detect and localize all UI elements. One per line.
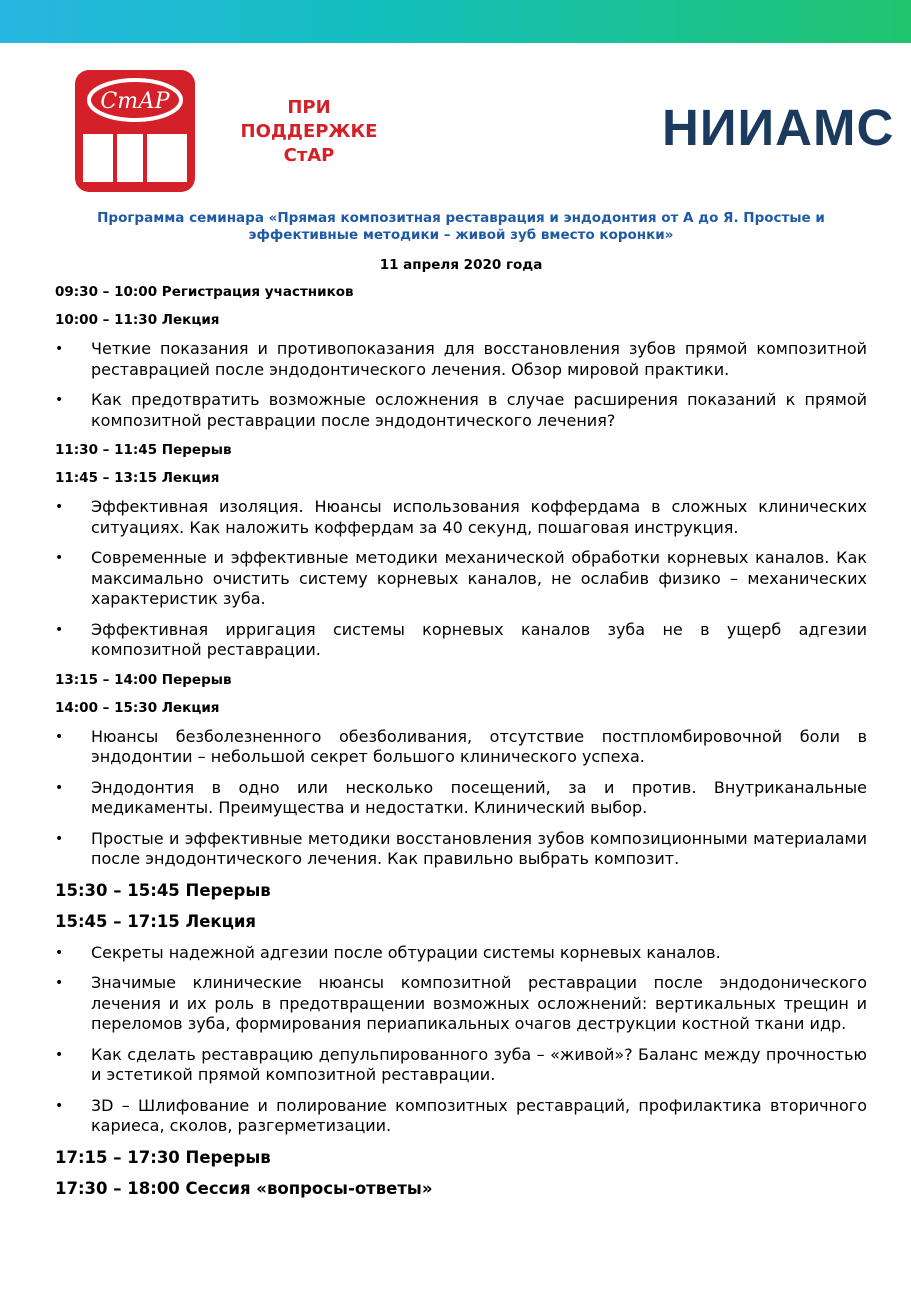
- bullet-list: [55, 339, 867, 431]
- slot-heading: 13:15 – 14:00 Перерыв: [55, 671, 232, 688]
- list-item: [55, 548, 867, 610]
- slot-heading: 14:00 – 15:30 Лекция: [55, 699, 220, 716]
- bullet-icon: •: [55, 1097, 64, 1114]
- support-line: СтАР: [283, 145, 335, 166]
- list-item-text: 3D – Шлифование и полирование композитных реставраций, профилактика вторичного кариеса, сколов, разгерметизации.: [91, 1095, 867, 1135]
- schedule-slot: [55, 880, 867, 901]
- list-item-text: Эффективная изоляция. Нюансы использования коффердама в сложных клинических ситуациях. Как наложить коффердам за 40 секунд, пошаговая инструкция.: [91, 497, 867, 537]
- support-text: [240, 96, 378, 168]
- slot-heading: 17:30 – 18:00 Сессия «вопросы-ответы»: [55, 1178, 433, 1198]
- schedule-slot: [55, 699, 867, 870]
- top-gradient-bar: [0, 0, 911, 43]
- slot-heading: 09:30 – 10:00 Регистрация участников: [55, 284, 354, 300]
- list-item: [55, 390, 867, 431]
- list-item: [55, 727, 867, 768]
- list-item: [55, 973, 867, 1035]
- star-logo: [75, 70, 195, 192]
- slot-heading: 11:45 – 13:15 Лекция: [55, 470, 220, 486]
- list-item: [55, 339, 867, 380]
- bullet-icon: •: [55, 830, 64, 847]
- list-item-text: Эффективная ирригация системы корневых каналов зуба не в ущерб адгезии композитной реставрации.: [91, 619, 867, 659]
- schedule-slot: [55, 1178, 867, 1199]
- slot-heading: 17:15 – 17:30 Перерыв: [55, 1147, 271, 1167]
- niiams-logo: НИИАМС: [662, 99, 895, 156]
- bullet-icon: •: [55, 550, 64, 566]
- list-item-text: Секреты надежной адгезии после обтурации системы корневых каналов.: [91, 942, 721, 962]
- schedule-slot: [55, 1147, 867, 1168]
- support-line: ПОДДЕРЖКЕ: [240, 121, 378, 142]
- list-item-text: Нюансы безболезненного обезболивания, отсутствие постпломбировочной боли в эндодонтии – небольшой секрет большого клинического успеха.: [91, 726, 867, 766]
- bullet-icon: •: [55, 779, 64, 796]
- list-item-text: Простые и эффективные методики восстановления зубов композиционными материалами после эндодонтического лечения. Как правильно выбрать композит.: [91, 828, 867, 868]
- list-item: [55, 778, 867, 819]
- schedule-slot: [55, 469, 867, 661]
- bullet-list: [55, 497, 867, 661]
- list-item: [55, 829, 867, 870]
- list-item: [55, 943, 867, 964]
- schedule: [55, 282, 867, 1199]
- slot-heading: 11:30 – 11:45 Перерыв: [55, 442, 232, 458]
- bullet-icon: •: [55, 392, 64, 408]
- slot-heading: 15:30 – 15:45 Перерыв: [55, 880, 271, 900]
- star-logo-text: СтАР: [100, 89, 170, 114]
- list-item: [55, 1045, 867, 1086]
- schedule-slot: [55, 311, 867, 431]
- bullet-icon: •: [55, 621, 64, 638]
- bullet-icon: •: [55, 944, 64, 961]
- list-item-text: Четкие показания и противопоказания для восстановления зубов прямой композитной реставрацией после эндодонтического лечения. Обзор мировой практики.: [91, 339, 867, 379]
- list-item: [55, 1096, 867, 1137]
- list-item-text: Значимые клинические нюансы композитной реставрации после эндодонического лечения и их роль в предотвращении возможных осложнений: вертикальных трещин и переломов зуба, формирования периапикальных очагов деструкции костной ткани идр.: [91, 973, 867, 1033]
- list-item: [55, 497, 867, 538]
- bullet-icon: •: [55, 728, 64, 745]
- list-item-text: Как предотвратить возможные осложнения в случае расширения показаний к прямой композитной реставрации после эндодонтического лечения?: [91, 390, 867, 430]
- schedule-slot: [55, 671, 867, 689]
- bullet-icon: •: [55, 975, 64, 991]
- bullet-icon: •: [55, 341, 64, 357]
- program-title: Программа семинара «Прямая композитная реставрация и эндодонтия от А до Я. Простые и эффективные методики – живой зуб вместо коронки»: [97, 210, 825, 243]
- bullet-list: [55, 727, 867, 870]
- program-date: 11 апреля 2020 года: [379, 257, 543, 273]
- list-item: [55, 620, 867, 661]
- slot-heading: 15:45 – 17:15 Лекция: [55, 911, 257, 931]
- support-line: ПРИ: [287, 97, 331, 118]
- schedule-slot: [55, 441, 867, 459]
- list-item-text: Современные и эффективные методики механической обработки корневых каналов. Как максимально очистить систему корневых каналов, не ослабив физико – механических характеристик зуба.: [91, 548, 867, 608]
- slot-heading: 10:00 – 11:30 Лекция: [55, 312, 220, 328]
- bullet-list: [55, 943, 867, 1137]
- list-item-text: Как сделать реставрацию депульпированного зуба – «живой»? Баланс между прочностью и эстетикой прямой композитной реставрации.: [91, 1044, 867, 1084]
- schedule-slot: [55, 911, 867, 1137]
- bullet-icon: •: [55, 1046, 64, 1063]
- bullet-icon: •: [55, 499, 64, 515]
- list-item-text: Эндодонтия в одно или несколько посещений, за и против. Внутриканальные медикаменты. Преимущества и недостатки. Клинический выбор.: [91, 777, 867, 817]
- schedule-slot: [55, 283, 867, 301]
